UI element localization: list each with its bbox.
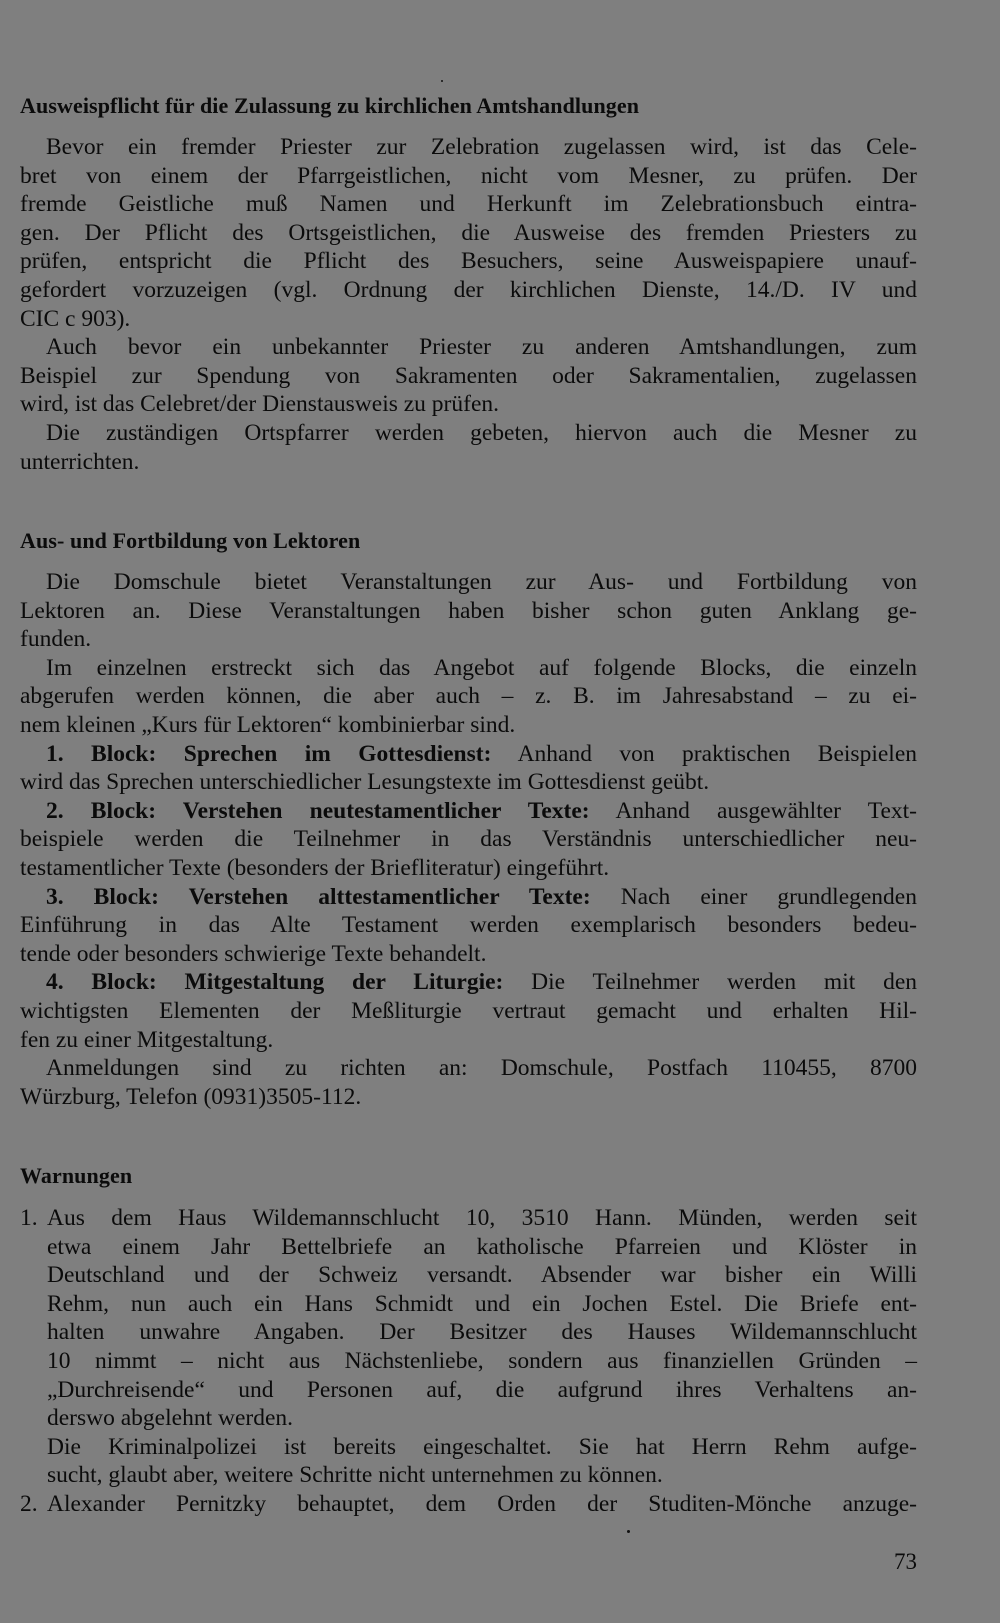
block-3-line <box>20 883 917 912</box>
text-line: Alexander Pernitzky behauptet, dem Orden der Studiten-Mönche anzuge- <box>47 1491 917 1517</box>
block-2-text: Anhand ausgewählter Text- <box>589 797 917 824</box>
text-line: Einführung in das Alte Testament werden exemplarisch besonders bedeu- <box>20 912 917 939</box>
text-line: fen zu einer Mitgestaltung. <box>20 1026 274 1053</box>
text-line: etwa einem Jahr Bettelbriefe an katholische Pfarreien und Klöster in <box>47 1233 917 1260</box>
text-line: bret von einem der Pfarrgeistlichen, nicht vom Mesner, zu prüfen. Der <box>20 162 917 189</box>
text-line: sucht, glaubt aber, weitere Schritte nicht unternehmen zu können. <box>47 1462 663 1489</box>
text-line: tende oder besonders schwierige Texte behandelt. <box>20 940 487 967</box>
section-heading-ausweispflicht: Ausweispflicht für die Zulassung zu kirchlichen Amtshandlungen <box>20 93 640 118</box>
text-line: CIC c 903). <box>20 305 131 332</box>
text-line: nem kleinen „Kurs für Lektoren“ kombinierbar sind. <box>20 711 516 738</box>
text-line: wird das Sprechen unterschiedlicher Lesungstexte im Gottesdienst geübt. <box>20 769 710 796</box>
block-2-title: 2. Block: Verstehen neutestamentlicher Texte: <box>46 797 590 824</box>
print-speck <box>627 1530 630 1533</box>
text-line: 10 nimmt – nicht aus Nächstenliebe, sondern aus finanziellen Gründen – <box>47 1347 917 1374</box>
text-line: Beispiel zur Spendung von Sakramenten oder Sakramentalien, zugelassen <box>20 362 917 389</box>
text-line: Deutschland und der Schweiz versandt. Absender war bisher ein Willi <box>47 1262 917 1289</box>
paragraph <box>20 133 917 476</box>
block-4-text: Die Teilnehmer werden mit den <box>503 969 917 996</box>
text-line: „Durchreisende“ und Personen auf, die aufgrund ihres Verhaltens an- <box>47 1376 917 1403</box>
paragraph <box>20 568 917 1111</box>
page-number: 73 <box>894 1549 917 1574</box>
text-line: derswo abgelehnt werden. <box>47 1405 294 1432</box>
text-line: Anmeldungen sind zu richten an: Domschule, Postfach 110455, 8700 <box>46 1055 917 1082</box>
text-line: wird, ist das Celebret/der Dienstausweis zu prüfen. <box>20 391 500 418</box>
text-line: Bevor ein fremder Priester zur Zelebration zugelassen wird, ist das Cele- <box>46 134 917 160</box>
text-line: Auch bevor ein unbekannter Priester zu anderen Amtshandlungen, zum <box>46 334 917 361</box>
text-line: Aus dem Haus Wildemannschlucht 10, 3510 Hann. Münden, werden seit <box>47 1205 917 1231</box>
text-line: Die zuständigen Ortspfarrer werden gebeten, hiervon auch die Mesner zu <box>46 419 917 446</box>
text-line: gen. Der Pflicht des Ortsgeistlichen, die Ausweise des fremden Priesters zu <box>20 219 917 246</box>
text-line: Würzburg, Telefon (0931)3505-112. <box>20 1083 362 1110</box>
text-line: unterrichten. <box>20 448 140 475</box>
text-line: funden. <box>20 626 92 653</box>
warning-item-2 <box>20 1490 917 1519</box>
text-line: Lektoren an. Diese Veranstaltungen haben bisher schon guten Anklang ge- <box>20 597 917 624</box>
text-line: fremde Geistliche muß Namen und Herkunft im Zelebrationsbuch eintra- <box>20 191 917 218</box>
text-line: Im einzelnen erstreckt sich das Angebot auf folgende Blocks, die einzeln <box>46 654 917 681</box>
block-4-line <box>20 968 917 997</box>
block-3-title: 3. Block: Verstehen alttestamentlicher Texte: <box>46 883 591 910</box>
text-line: Rehm, nun auch ein Hans Schmidt und ein Jochen Estel. Die Briefe ent- <box>47 1290 917 1317</box>
block-1-title: 1. Block: Sprechen im Gottesdienst: <box>46 740 492 767</box>
text-line: beispiele werden die Teilnehmer in das Verständnis unterschiedlicher neu- <box>20 826 917 853</box>
text-line: wichtigsten Elementen der Meßliturgie vertraut gemacht und erhalten Hil- <box>20 997 917 1024</box>
text-line: abgerufen werden können, die aber auch – z. B. im Jahresabstand – zu ei- <box>20 683 917 710</box>
block-4-title: 4. Block: Mitgestaltung der Liturgie: <box>46 969 504 996</box>
text-line: Die Domschule bietet Veranstaltungen zur Aus- und Fortbildung von <box>46 569 917 595</box>
text-line: Die Kriminalpolizei ist bereits eingeschaltet. Sie hat Herrn Rehm aufge- <box>47 1433 917 1460</box>
block-2-line <box>20 797 917 826</box>
text-line: halten unwahre Angaben. Der Besitzer des Hauses Wildemannschlucht <box>47 1319 917 1346</box>
block-3-text: Nach einer grundlegenden <box>590 883 917 910</box>
text-line: testamentlicher Texte (besonders der Briefliteratur) eingeführt. <box>20 854 610 881</box>
item-number: 2. <box>20 1491 38 1517</box>
print-speck <box>441 80 443 82</box>
text-line: prüfen, entspricht die Pflicht des Besuchers, seine Ausweispapiere unauf- <box>20 248 917 275</box>
section-heading-lektoren: Aus- und Fortbildung von Lektoren <box>20 528 361 553</box>
text-line: gefordert vorzuzeigen (vgl. Ordnung der kirchlichen Dienste, 14./D. IV und <box>20 276 917 303</box>
section-heading-warnungen: Warnungen <box>20 1163 133 1188</box>
block-1-line <box>20 740 917 769</box>
warning-item-1 <box>20 1204 917 1490</box>
item-number: 1. <box>20 1205 38 1231</box>
block-1-text: Anhand von praktischen Beispielen <box>491 740 917 767</box>
